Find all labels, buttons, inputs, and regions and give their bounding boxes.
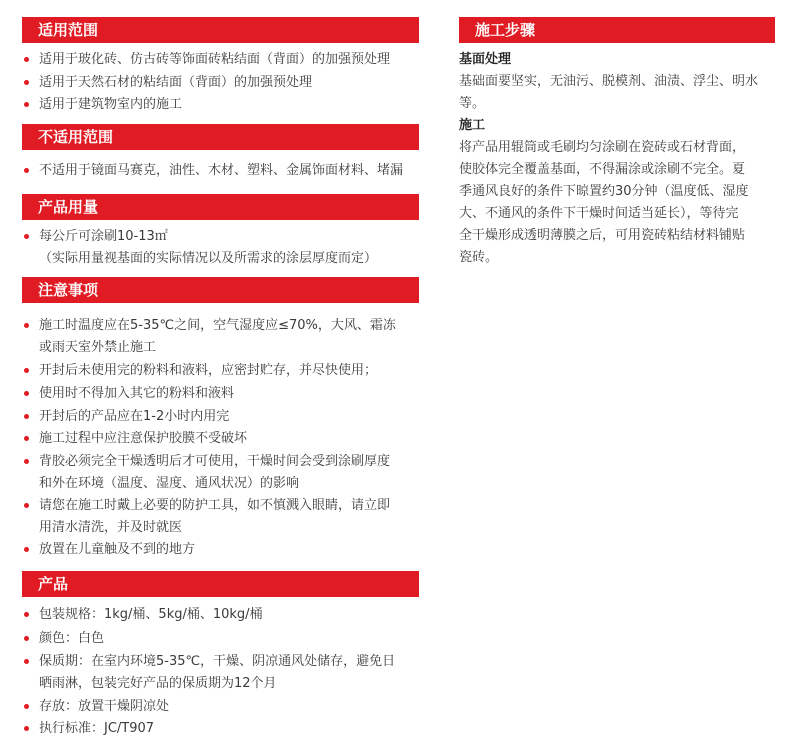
section-header: 不适用范围: [22, 124, 419, 150]
list-item-text: 保质期：在室内环境5-35℃，干燥、阴凉通风处储存，避免日: [39, 654, 396, 669]
subsection-heading: 基面处理: [459, 52, 512, 67]
subsection-heading: 施工: [459, 118, 486, 133]
section-header: 注意事项: [22, 277, 419, 303]
list-item-text: （实际用量视基面的实际情况以及所需求的涂层厚度而定）: [39, 251, 378, 266]
list-item: [22, 360, 420, 382]
bullet-dot-icon: [24, 391, 29, 396]
bullet-dot-icon: [24, 726, 29, 731]
list-item: [22, 718, 420, 740]
list-item: [22, 94, 420, 116]
bullet-dot-icon: [24, 80, 29, 85]
list-item: [22, 383, 420, 405]
bullet-dot-icon: [24, 459, 29, 464]
list-item-text: 适用于天然石材的粘结面（背面）的加强预处理: [39, 75, 313, 90]
paragraph-line: 等。: [459, 96, 486, 111]
bullet-dot-icon: [24, 168, 29, 173]
list-item-text: 和外在环境（温度、湿度、通风状况）的影响: [39, 476, 300, 491]
list-item: [22, 539, 420, 561]
list-item: [22, 628, 420, 650]
list-item: [22, 160, 420, 182]
list-item-text: 使用时不得加入其它的粉料和液料: [39, 386, 235, 401]
section-header: 产品: [22, 571, 419, 597]
list-item-text: 包装规格：1kg/桶、5kg/桶、10kg/桶: [39, 607, 263, 622]
list-item-text: 放置在儿童触及不到的地方: [39, 542, 196, 557]
list-item-text: 晒雨淋，包装完好产品的保质期为12个月: [39, 676, 277, 691]
list-item-text: 用清水清洗，并及时就医: [39, 520, 183, 535]
list-item: [22, 406, 420, 428]
bullet-dot-icon: [24, 102, 29, 107]
bullet-dot-icon: [24, 234, 29, 239]
paragraph-line: 基础面要坚实，无油污、脱模剂、油渍、浮尘、明水: [459, 74, 759, 89]
bullet-dot-icon: [24, 323, 29, 328]
bullet-dot-icon: [24, 368, 29, 373]
list-item: [22, 604, 420, 626]
list-item: [22, 226, 420, 270]
list-item-text: 适用于建筑物室内的施工: [39, 97, 183, 112]
paragraph-line: 大、不通风的条件下干燥时间适当延长），等待完: [459, 206, 739, 221]
bullet-dot-icon: [24, 57, 29, 62]
bullet-dot-icon: [24, 414, 29, 419]
section-header: 适用范围: [22, 17, 419, 43]
list-item-text: 适用于玻化砖、仿古砖等饰面砖粘结面（背面）的加强预处理: [39, 52, 391, 67]
list-item: [22, 451, 420, 495]
bullet-dot-icon: [24, 547, 29, 552]
bullet-dot-icon: [24, 436, 29, 441]
list-item-text: 施工时温度应在5-35℃之间，空气湿度应≤70%，大风、霜冻: [39, 318, 396, 333]
bullet-dot-icon: [24, 503, 29, 508]
list-item-text: 存放：放置干燥阴凉处: [39, 699, 170, 714]
list-item-text: 请您在施工时戴上必要的防护工具，如不慎溅入眼睛，请立即: [39, 498, 391, 513]
list-item-text: 施工过程中应注意保护胶膜不受破坏: [39, 431, 248, 446]
list-item: [22, 495, 420, 539]
paragraph-line: 全干燥形成透明薄膜之后，可用瓷砖粘结材料铺贴: [459, 228, 746, 243]
section-header: 产品用量: [22, 194, 419, 220]
bullet-dot-icon: [24, 659, 29, 664]
list-item: [22, 49, 420, 71]
paragraph-line: 季通风良好的条件下晾置约30分钟（温度低、湿度: [459, 184, 749, 199]
list-item-text: 执行标准：JC/T907: [39, 721, 155, 736]
list-item-text: 颜色：白色: [39, 631, 105, 646]
section-header: 施工步骤: [459, 17, 775, 43]
list-item-text: 或雨天室外禁止施工: [39, 340, 157, 355]
list-item: [22, 72, 420, 94]
list-item-text: 每公斤可涂刷10-13㎡: [39, 229, 168, 244]
list-item-text: 背胶必须完全干燥透明后才可使用，干燥时间会受到涂刷厚度: [39, 454, 391, 469]
bullet-dot-icon: [24, 612, 29, 617]
list-item: [22, 651, 420, 695]
bullet-dot-icon: [24, 636, 29, 641]
paragraph-line: 瓷砖。: [459, 250, 499, 265]
list-item: [22, 428, 420, 450]
list-item-text: 不适用于镜面马赛克，油性、木材、塑料、金属饰面材料、堵漏: [39, 163, 404, 178]
bullet-dot-icon: [24, 704, 29, 709]
list-item-text: 开封后未使用完的粉料和液料，应密封贮存，并尽快使用；: [39, 363, 378, 378]
paragraph-line: 将产品用辊筒或毛刷均匀涂刷在瓷砖或石材背面，: [459, 140, 746, 155]
list-item: [22, 696, 420, 718]
list-item-text: 开封后的产品应在1-2小时内用完: [39, 409, 230, 424]
paragraph-line: 使胶体完全覆盖基面，不得漏涂或涂刷不完全。夏: [459, 162, 746, 177]
list-item: [22, 315, 420, 359]
